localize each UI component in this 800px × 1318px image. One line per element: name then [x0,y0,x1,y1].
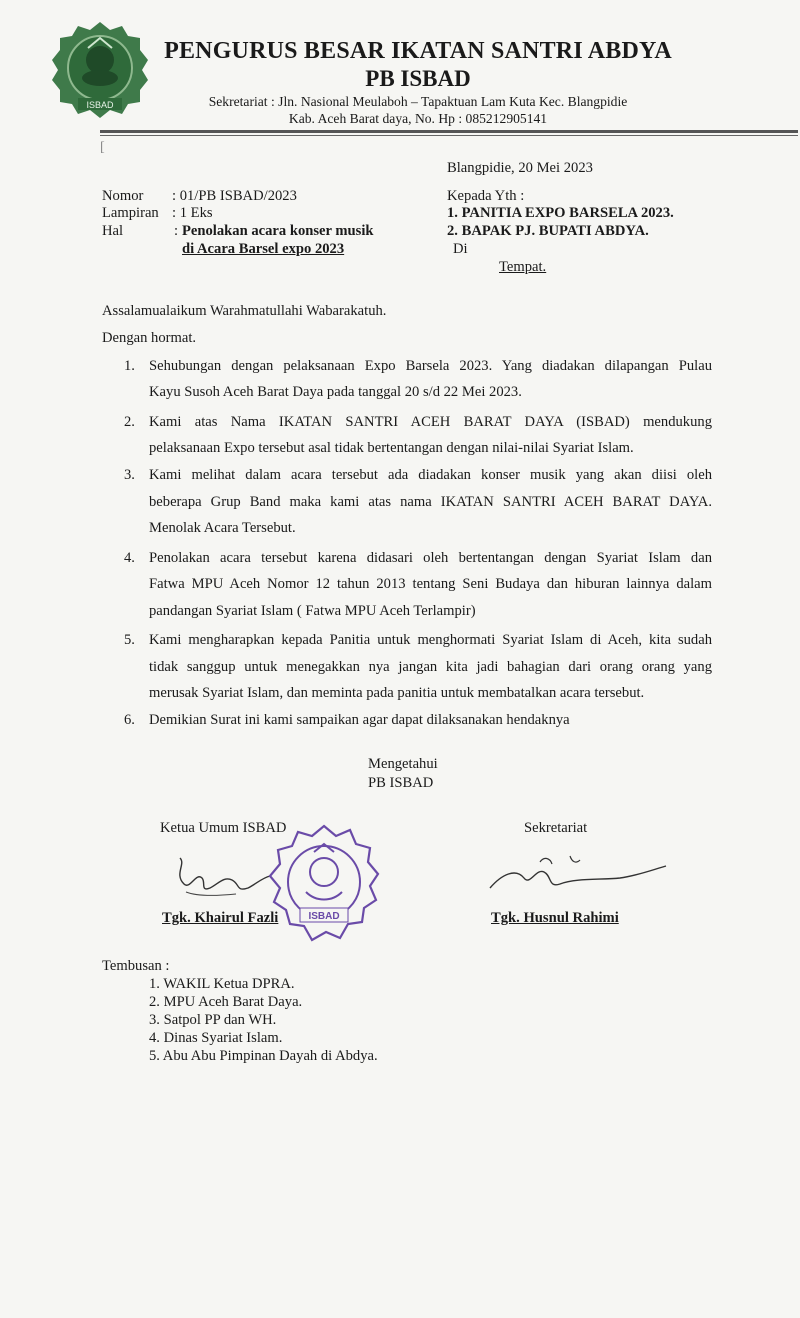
recipient-di: Di [453,241,468,257]
recipient-tempat: Tempat. [499,259,547,275]
item-number: 5. [124,632,135,648]
nomor-label: Nomor [102,188,144,204]
sekretariat-signature [480,848,670,904]
salutation: Dengan hormat. [102,330,197,346]
closing-org: PB ISBAD [368,775,434,791]
hal-label: Hal [102,223,124,239]
recipient-line-1: 1. PANITIA EXPO BARSELA 2023. [447,205,674,221]
item-number: 2. [124,414,135,430]
hal-value-line-2: di Acara Barsel expo 2023 [182,241,345,257]
tembusan-item: 1. WAKIL Ketua DPRA. [149,976,295,992]
organization-name: PENGURUS BESAR IKATAN SANTRI ABDYA [164,38,672,64]
item-line: Fatwa MPU Aceh Nomor 12 tahun 2013 tentang Seni Budaya dan hiburan lainnya dalam [149,576,712,592]
lampiran-value: : 1 Eks [172,205,213,221]
item-line: pelaksanaan Expo tersebut asal tidak bertentangan dengan nilai-nilai Syariat Islam. [149,440,634,456]
item-line: Kami mengharapkan kepada Panitia untuk menghormati Syariat Islam di Aceh, kita sudah [149,632,712,648]
stamp-text: ISBAD [308,911,340,922]
sekretariat-title: Sekretariat [524,820,588,836]
address-line-2: Kab. Aceh Barat daya, No. Hp : 085212905141 [288,111,548,126]
tembusan-item: 5. Abu Abu Pimpinan Dayah di Abdya. [149,1048,378,1064]
header-rule-thick [100,130,798,133]
tembusan-item: 4. Dinas Syariat Islam. [149,1030,283,1046]
item-number: 1. [124,358,135,374]
greeting: Assalamualaikum Warahmatullahi Wabarakatuh. [102,303,387,319]
item-line: Demikian Surat ini kami sampaikan agar dapat dilaksanakan hendaknya [149,712,570,728]
item-line: tidak sanggup untuk menegakkan nya jangan kita jadi bahagian dari orang orang yang [149,659,712,675]
item-line: Sehubungan dengan pelaksanaan Expo Barsela 2023. Yang diadakan dilapangan Pulau [149,358,712,374]
logo-text: ISBAD [86,100,114,110]
organization-short-name: PB ISBAD [365,66,471,91]
recipient-line-2: 2. BAPAK PJ. BUPATI ABDYA. [447,223,649,239]
ketua-signature [166,852,276,908]
margin-mark: [ [100,140,105,155]
header-rule-thin [100,135,798,136]
ketua-title: Ketua Umum ISBAD [160,820,287,836]
isbad-stamp [266,822,382,946]
address-line-1: Sekretariat : Jln. Nasional Meulaboh – Tapaktuan Lam Kuta Kec. Blangpidie [208,94,628,109]
mengetahui-label: Mengetahui [368,756,438,772]
hal-colon: : [174,223,179,239]
sekretariat-name: Tgk. Husnul Rahimi [491,910,619,926]
item-line: Menolak Acara Tersebut. [149,520,296,536]
item-number: 4. [124,550,135,566]
isbad-logo [48,20,152,120]
lampiran-label: Lampiran [102,205,159,221]
item-line: Kayu Susoh Aceh Barat Daya pada tanggal 20 s/d 22 Mei 2023. [149,384,522,400]
item-line: Penolakan acara tersebut karena didasari oleh bertentangan dengan Syariat Islam dan [149,550,712,566]
tembusan-label: Tembusan : [102,958,170,974]
recipient-to: Kepada Yth : [447,188,525,204]
item-line: pandangan Syariat Islam ( Fatwa MPU Aceh Terlampir) [149,603,476,619]
item-line: Kami atas Nama IKATAN SANTRI ACEH BARAT DAYA (ISBAD) mendukung [149,414,712,430]
place-date: Blangpidie, 20 Mei 2023 [447,160,593,176]
ketua-name: Tgk. Khairul Fazli [162,910,279,926]
tembusan-item: 3. Satpol PP dan WH. [149,1012,277,1028]
item-number: 6. [124,712,135,728]
item-line: Kami melihat dalam acara tersebut ada diadakan konser musik yang akan diisi oleh [149,467,712,483]
item-number: 3. [124,467,135,483]
nomor-value: : 01/PB ISBAD/2023 [172,188,297,204]
item-line: beberapa Grup Band maka kami atas nama IKATAN SANTRI ACEH BARAT DAYA. [149,494,712,510]
item-line: merusak Syariat Islam, dan meminta pada panitia untuk membatalkan acara tersebut. [149,685,645,701]
hal-value-line-1: Penolakan acara konser musik [182,223,374,239]
tembusan-item: 2. MPU Aceh Barat Daya. [149,994,303,1010]
